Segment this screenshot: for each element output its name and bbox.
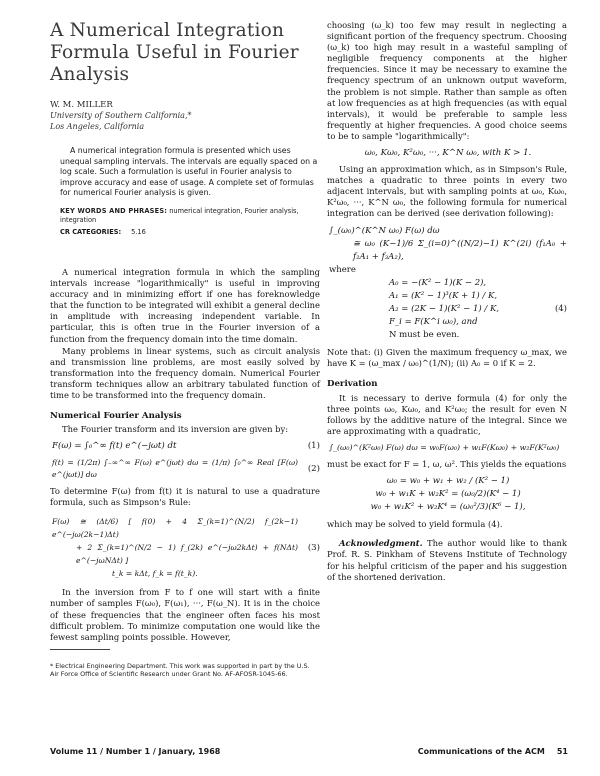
equation-1 bbox=[50, 440, 320, 452]
journal-info bbox=[418, 747, 568, 756]
derivation-equation bbox=[327, 442, 567, 454]
issue-info: Volume 11 / Number 1 / January, 1968 bbox=[50, 747, 221, 756]
equation-line: F(ω) ≅ (Δt/6) [ f(0) + 4 Σ_(k=1)^(N/2) f_(2k−1) e^(−jω(2k−1)Δt) bbox=[52, 517, 298, 540]
equation-line: A₂ = (2K − 1)(K² − 1) / K, bbox=[389, 303, 500, 314]
body-paragraph: choosing (ω_k) too few may result in neglecting a significant portion of the frequency spectrum. Choosing (ω_k) too high may result in a wasteful sampling of negligible frequency components at the higher frequencies. Since it may be necessary to examine the frequency spectrum of an unknown output waveform, the problem is not simple. Rather than sample as often at low frequencies as at high frequencies (as with equal intervals), it would be preferable to sample less frequently at higher frequencies. A good choice seems to be to sample "logarithmically": bbox=[327, 20, 567, 141]
author-name: W. M. MILLER bbox=[50, 100, 113, 110]
equation-line: ω₀ = w₀ + w₁ + w₂ / (K² − 1) bbox=[386, 476, 510, 487]
abstract-text: A numerical integration formula is presented which uses unequal sampling intervals. The intervals are equally spaced on a log scale. Such a formulation is useful in Fourier analysis to improve accuracy and ease of usage. A complete set of formulas for numerical Fourier analysis is given. bbox=[60, 146, 318, 198]
derivation-system bbox=[329, 475, 567, 514]
article-title: A Numerical Integration Formula Useful in Fourier Analysis bbox=[50, 20, 299, 85]
equation-expression: f(t) = (1/2π) ∫₋∞^∞ F(ω) e^(jωt) dω = (1/π) ∫₀^∞ Real [F(ω) e^(jωt)] dω bbox=[52, 458, 298, 480]
body-paragraph: which may be solved to yield formula (4). bbox=[327, 519, 503, 530]
equation-expression: ω₀, Kω₀, K²ω₀, ···, K^N ω₀, with K > 1. bbox=[364, 148, 532, 159]
author-location: Los Angeles, California bbox=[50, 121, 145, 131]
equation-3 bbox=[50, 513, 320, 582]
equation-line: F_i = F(K^i ω₀), and bbox=[389, 316, 478, 327]
left-column bbox=[50, 20, 320, 679]
equation-line: + 2 Σ_(k=1)^(N/2 − 1) f_(2k) e^(−jω2kΔt) + f(NΔt) e^(−jωNΔt) ] bbox=[76, 543, 298, 566]
right-column bbox=[327, 20, 567, 583]
cr-categories bbox=[60, 228, 320, 237]
equation-expression: F(ω) = ∫₀^∞ f(t) e^(−jωt) dt bbox=[52, 441, 177, 452]
equation-4 bbox=[329, 225, 567, 342]
cr-value: 5.16 bbox=[131, 227, 146, 236]
keywords bbox=[60, 207, 320, 225]
journal-name: Communications of the ACM bbox=[417, 747, 545, 756]
keywords-text: numerical integration, Fourier analysis, integration bbox=[60, 206, 299, 224]
equation-expression: ∫_(ω₀)^(K²ω₀) F(ω) dω = w₀F(ω₀) + w₁F(Kω₀) + w₂F(K²ω₀) bbox=[329, 443, 560, 453]
body-paragraph: It is necessary to derive formula (4) for only the three points ω₀, Kω₀, and K²ω₀; the result for even N follows by the additive nature of the integral. Since we are approximating with a quadratic, bbox=[327, 392, 567, 437]
introduction bbox=[50, 267, 320, 401]
equation-line: ∫_(ω₀)^(K^N ω₀) F(ω) dω bbox=[329, 225, 440, 236]
equation-number: (1) bbox=[307, 441, 320, 452]
acknowledgment-label: Acknowledgment. bbox=[339, 538, 423, 549]
equation-line: A₀ = −(K² − 1)(K − 2), bbox=[389, 277, 487, 288]
footnote: * Electrical Engineering Department. This work was supported in part by the U.S. Air Force Office of Scientific Research under Grant No. AF-AFOSR-1045-66. bbox=[50, 661, 310, 679]
equation-number: (2) bbox=[307, 464, 320, 475]
where-label: where bbox=[329, 264, 356, 275]
equation-line: N must be even. bbox=[389, 329, 460, 340]
equation-line: w₀ + w₁K² + w₂K⁴ = (ω₀²/3)(K⁶ − 1), bbox=[370, 502, 526, 513]
abstract bbox=[50, 146, 320, 237]
equation-line: A₁ = (K² − 1)³(K + 1) / K, bbox=[389, 290, 498, 301]
equation-line: t_k = kΔt, f_k = f(t_k). bbox=[112, 569, 198, 579]
right-body bbox=[327, 20, 567, 583]
intro-paragraph: A numerical integration formula in which the sampling intervals increase "logarithmically" is useful in improving accuracy and in minimizing effort if one has foreknowledge that the function to be integrated will exhibit a general decline in amplitude with increasing independent variable. In particular, this is often true in the Fourier inversion of a function from the frequency domain into the time domain. bbox=[50, 266, 320, 344]
body-paragraph: Using an approximation which, as in Simpson's Rule, matches a quadratic to three points in every two adjacent intervals, but with sampling points at ω₀, Kω₀, K²ω₀, ···, K^N ω₀, the following formula for numerical integration can be derived (see derivation following): bbox=[327, 164, 567, 219]
intro-paragraph: Many problems in linear systems, such as circuit analysis and transmission line problems, are most easily solved by transformation into the frequency domain. Numerical Fourier transform techniques allow an arbitrary tabulated function of time to be transformed into the frequency domain. bbox=[50, 345, 320, 400]
equation-2 bbox=[50, 457, 320, 481]
body-paragraph: must be exact for F = 1, ω, ω². This yields the equations bbox=[327, 459, 567, 470]
body-paragraph: In the inversion from F to f one will start with a finite number of samples F(ω₀), F(ω₁), ···, F(ω_N). It is in the choice of these frequencies that the engineer often faces his most difficult problem. To minimize computation one would like the fewest sampling points possible. However, bbox=[50, 587, 320, 642]
acknowledgment-text: The author would like to thank Prof. R. S. Pinkham of Stevens Institute of Technology for his helpful criticism of the paper and his suggestion of the shortened derivation. bbox=[327, 538, 567, 582]
page-footer bbox=[50, 747, 568, 756]
section-heading: Numerical Fourier Analysis bbox=[50, 411, 182, 422]
footnote-rule bbox=[50, 649, 110, 650]
author-affiliation: University of Southern California,* bbox=[50, 111, 192, 120]
equation-number: (3) bbox=[307, 542, 320, 553]
body-paragraph: The Fourier transform and its inversion are given by: bbox=[62, 424, 289, 435]
derivation-heading: Derivation bbox=[327, 378, 378, 389]
equation-number: (4) bbox=[554, 303, 567, 314]
equation-line: ≅ ω₀ (K−1)/6 Σ_(i=0)^((N/2)−1) K^(2i) (f₁A₀ + f₂A₁ + f₃A₂), bbox=[353, 238, 567, 262]
section-body bbox=[50, 424, 320, 643]
equation-line: w₀ + w₁K + w₂K² = (ω₀/2)(K⁴ − 1) bbox=[375, 489, 521, 500]
acknowledgment bbox=[327, 538, 567, 582]
sampling-sequence bbox=[327, 147, 567, 159]
cr-label: CR CATEGORIES: bbox=[60, 227, 122, 236]
note-paragraph: Note that: (i) Given the maximum frequency ω_max, we have K = (ω_max / ω₀)^(1/N); (ii) A₀ = 0 if K = 2. bbox=[327, 346, 567, 368]
body-paragraph: To determine F(ω) from f(t) it is natural to use a quadrature formula, such as Simpson's Rule: bbox=[50, 486, 320, 508]
keywords-label: KEY WORDS AND PHRASES: bbox=[60, 206, 168, 215]
page-number: 51 bbox=[556, 747, 568, 756]
